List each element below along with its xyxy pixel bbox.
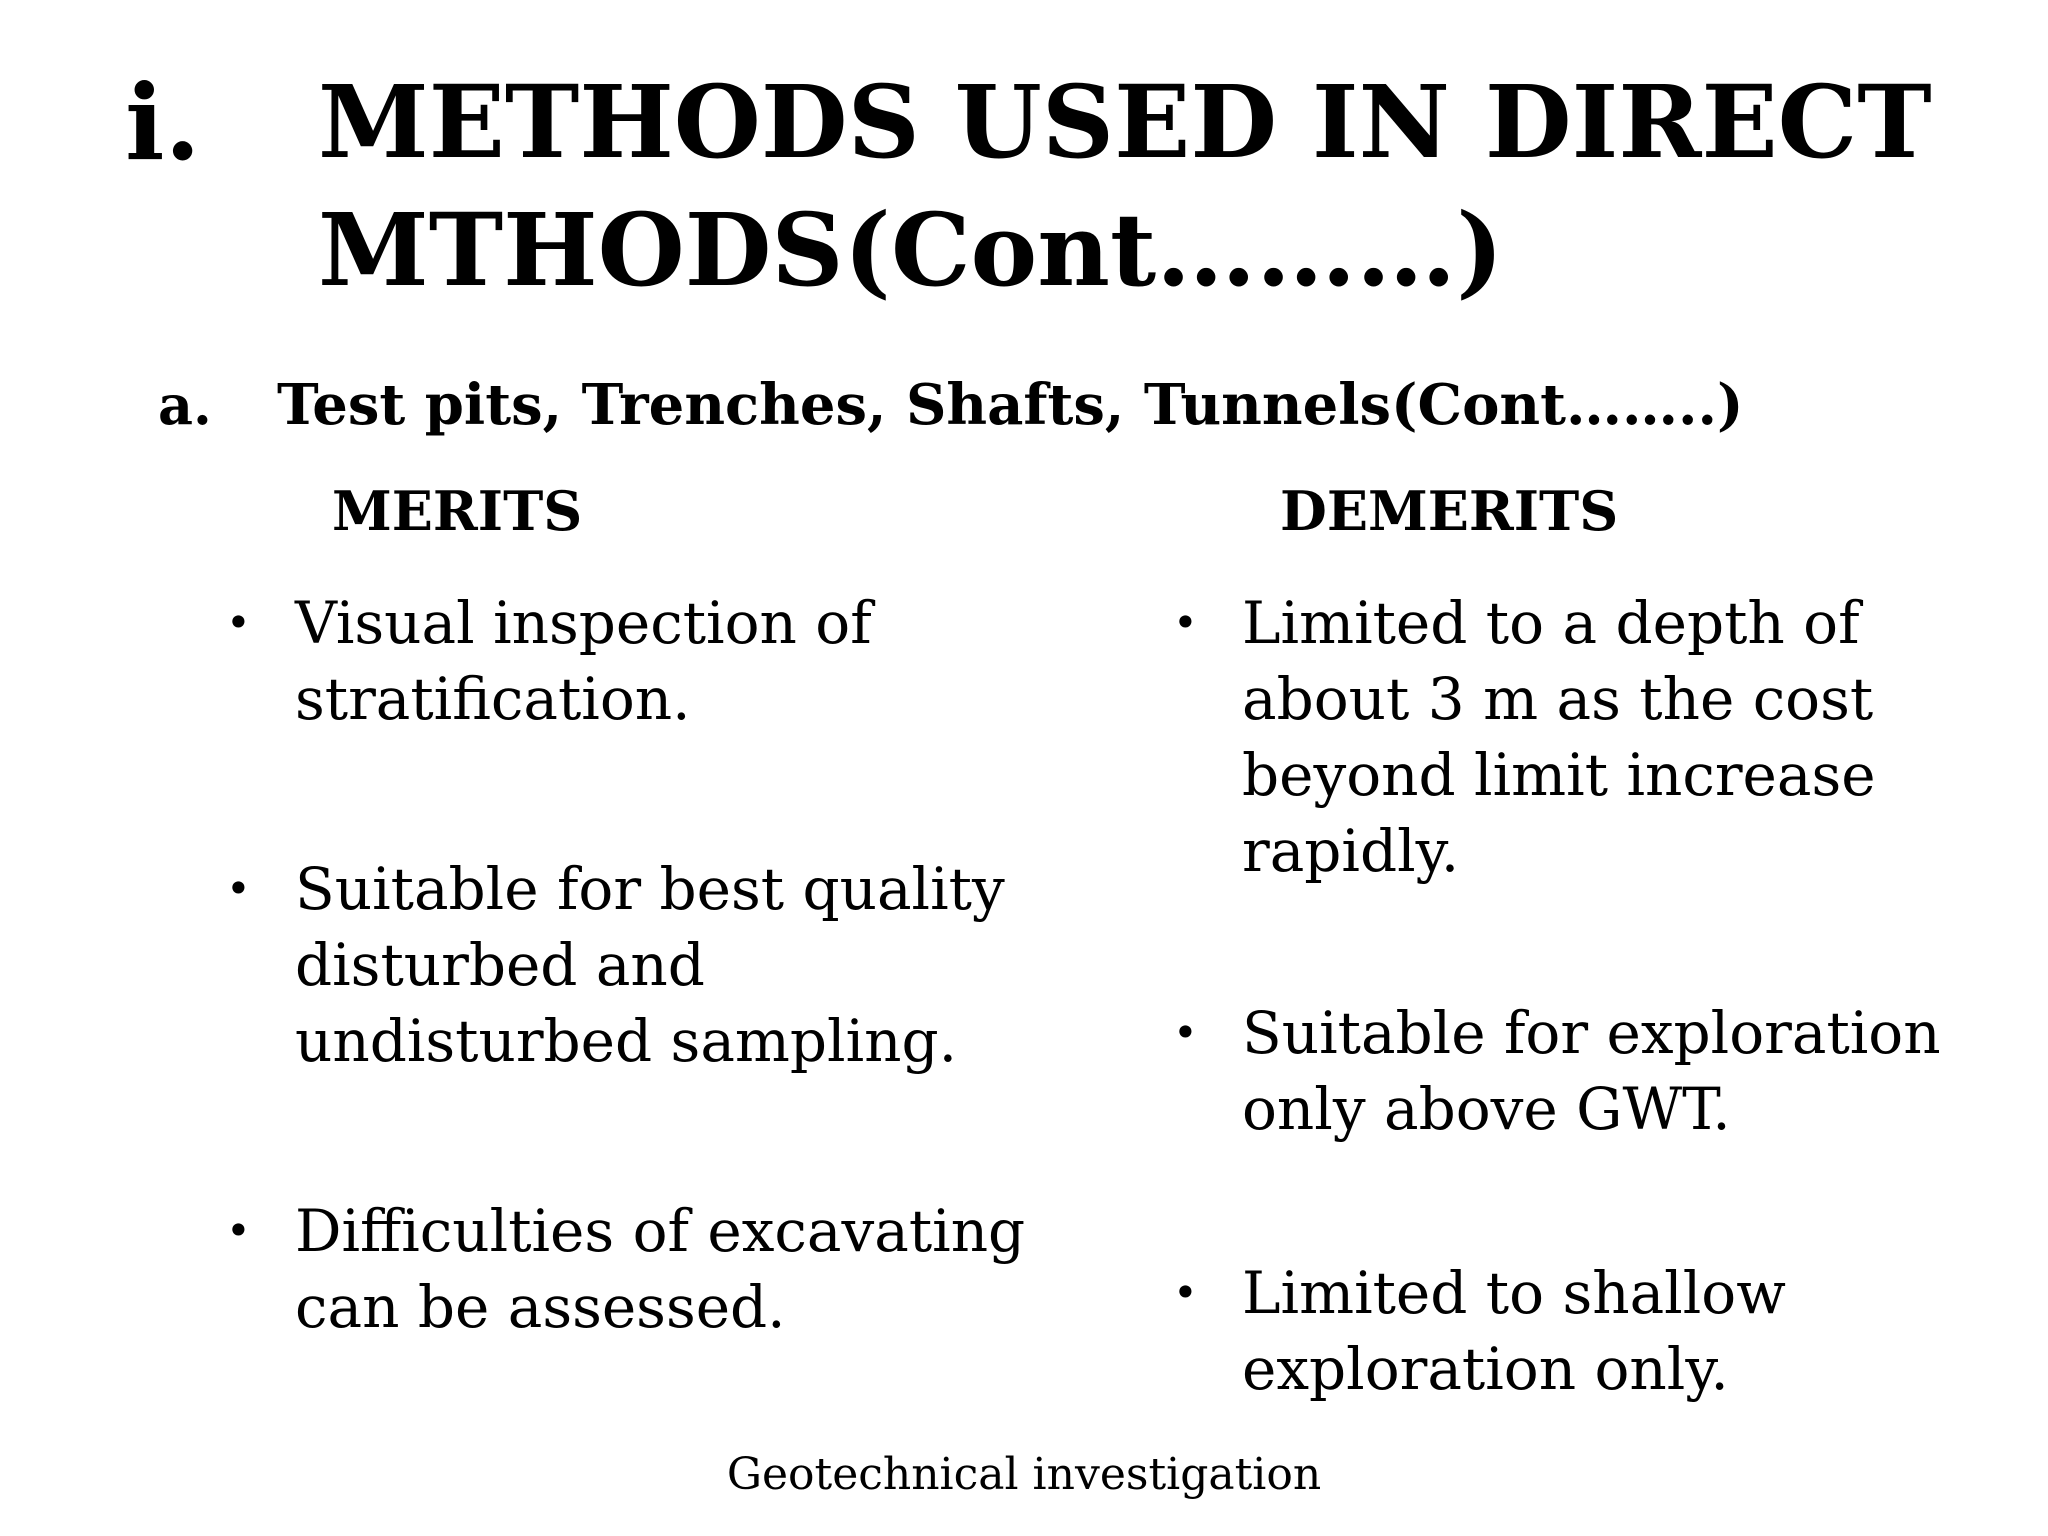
demerit-item-line: rapidly. [1242,817,1460,885]
page-title [318,58,2018,314]
demerit-item-line: Limited to a depth of [1242,589,1860,657]
demerit-item-line: beyond limit increase [1242,741,1876,809]
demerit-item-gwt [1173,995,1941,1147]
bullet-icon: • [1173,1008,1198,1057]
demerit-item-line: Suitable for exploration [1242,999,1941,1067]
subheading-number: a. [158,373,212,437]
merit-item-line: Suitable for best quality [295,855,1005,923]
merits-list [226,585,1025,1345]
title-line-2: MTHODS(Cont………) [318,191,1504,309]
demerits-list [1173,585,1941,1407]
bullet-icon: • [226,864,251,913]
demerit-item-line: Limited to shallow [1242,1259,1786,1327]
merit-item-line: can be assessed. [295,1273,786,1341]
merit-item-visual-inspection [226,585,1025,737]
demerit-item-shallow [1173,1255,1941,1407]
bullet-icon: • [226,1206,251,1255]
title-number: i. [125,61,201,184]
demerits-heading: DEMERITS [1280,479,1619,543]
demerit-item-line: exploration only. [1242,1335,1729,1403]
demerit-item-line: about 3 m as the cost [1242,665,1874,733]
merits-heading: MERITS [332,479,583,543]
merit-item-excavating [226,1193,1025,1345]
demerit-item-depth [1173,585,1941,889]
merit-item-line: stratification. [295,665,691,733]
title-line-1: METHODS USED IN DIRECT [318,63,1932,181]
merit-item-line: Difficulties of excavating [295,1197,1026,1265]
bullet-icon: • [226,598,251,647]
merit-item-line: disturbed and [295,931,705,999]
bullet-icon: • [1173,598,1198,647]
merit-item-line: Visual inspection of [295,589,872,657]
footer-text: Geotechnical investigation [726,1449,1322,1500]
merit-item-line: undisturbed sampling. [295,1007,958,1075]
bullet-icon: • [1173,1268,1198,1317]
merit-item-sampling [226,851,1025,1079]
demerit-item-line: only above GWT. [1242,1075,1731,1143]
subheading: Test pits, Trenches, Shafts, Tunnels(Cont……..) [277,372,1744,438]
